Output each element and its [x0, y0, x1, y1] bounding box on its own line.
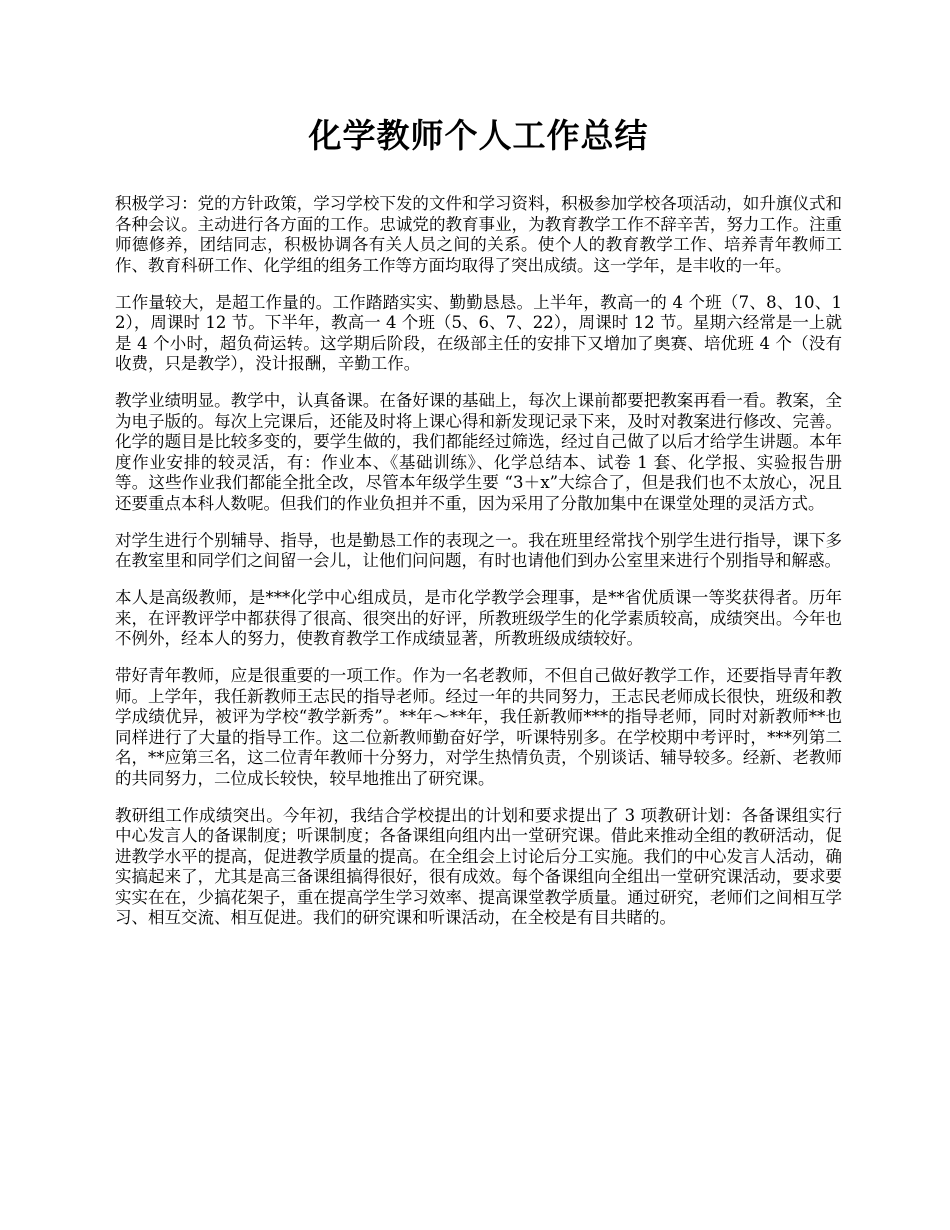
document-page [115, 112, 842, 945]
paragraph-workload: 工作量较大，是超工作量的。工作踏踏实实、勤勤恳恳。上半年，教高一的 4 个班（7、8、10、12），周课时 12 节。下半年，教高一 4 个班（5、6、7、22），周课时 12 节。星期六经常是一上就是 4 个小时，超负荷运转。这学期后阶段，在级部主任的安排下又增加了奥赛、培优班 4 个（没有收费，只是教学），没计报酬，辛勤工作。 [115, 292, 842, 373]
paragraph-qualifications: 本人是高级教师，是***化学中心组成员，是市化学教学会理事，是**省优质课一等奖获得者。历年来，在评教评学中都获得了很高、很突出的好评，所教班级学生的化学素质较高，成绩突出。今年也不例外，经本人的努力，使教育教学工作成绩显著，所教班级成绩较好。 [115, 588, 842, 648]
document-title: 化学教师个人工作总结 [308, 116, 649, 155]
paragraph-research-group: 教研组工作成绩突出。今年初，我结合学校提出的计划和要求提出了 3 项教研计划：各备课组实行中心发言人的备课制度；听课制度；各备课组向组内出一堂研究课。借此来推动全组的教研活动，促进教学水平的提高，促进教学质量的提高。在全组会上讨论后分工实施。我们的中心发言人活动，确实搞起来了，尤其是高三备课组搞得很好，很有成效。每个备课组向全组出一堂研究课活动，要求要实实在在，少搞花架子，重在提高学生学习效率、提高课堂教学质量。通过研究，老师们之间相互学习、相互交流、相互促进。我们的研究课和听课活动，在全校是有目共睹的。 [115, 805, 842, 927]
paragraph-study: 积极学习：党的方针政策，学习学校下发的文件和学习资料，积极参加学校各项活动，如升旗仪式和各种会议。主动进行各方面的工作。忠诚党的教育事业，为教育教学工作不辞辛苦，努力工作。注重师德修养，团结同志，积极协调各有关人员之间的关系。使个人的教育教学工作、培养青年教师工作、教育科研工作、化学组的组务工作等方面均取得了突出成绩。这一学年，是丰收的一年。 [115, 194, 842, 275]
paragraph-mentoring: 带好青年教师，应是很重要的一项工作。作为一名老教师，不但自己做好教学工作，还要指导青年教师。上学年，我任新教师王志民的指导老师。经过一年的共同努力，王志民老师成长很快，班级和教学成绩优异，被评为学校“教学新秀”。**年～**年，我任新教师***的指导老师，同时对新教师**也同样进行了大量的指导工作。这二位新教师勤奋好学，听课特别多。在学校期中考评时，***列第二名，**应第三名，这二位青年教师十分努力，对学生热情负责，个别谈话、辅导较多。经新、老教师的共同努力，二位成长较快，较早地推出了研究课。 [115, 666, 842, 788]
paragraph-teaching-results: 教学业绩明显。教学中，认真备课。在备好课的基础上，每次上课前都要把教案再看一看。教案，全为电子版的。每次上完课后，还能及时将上课心得和新发现记录下来，及时对教案进行修改、完善。化学的题目是比较多变的，要学生做的，我们都能经过筛选，经过自己做了以后才给学生讲题。本年度作业安排的较灵活，有：作业本、《基础训练》、化学总结本、试卷 1 套、化学报、实验报告册等。这些作业我们都能全批全改，尽管本年级学生要 “3＋x”大综合了，但是我们也不太放心，况且还要重点本科人数呢。但我们的作业负担并不重，因为采用了分散加集中在课堂处理的灵活方式。 [115, 391, 842, 513]
paragraph-tutoring: 对学生进行个别辅导、指导，也是勤恳工作的表现之一。我在班里经常找个别学生进行指导，课下多在教室里和同学们之间留一会儿，让他们问问题，有时也请他们到办公室里来进行个别指导和解惑。 [115, 530, 842, 570]
